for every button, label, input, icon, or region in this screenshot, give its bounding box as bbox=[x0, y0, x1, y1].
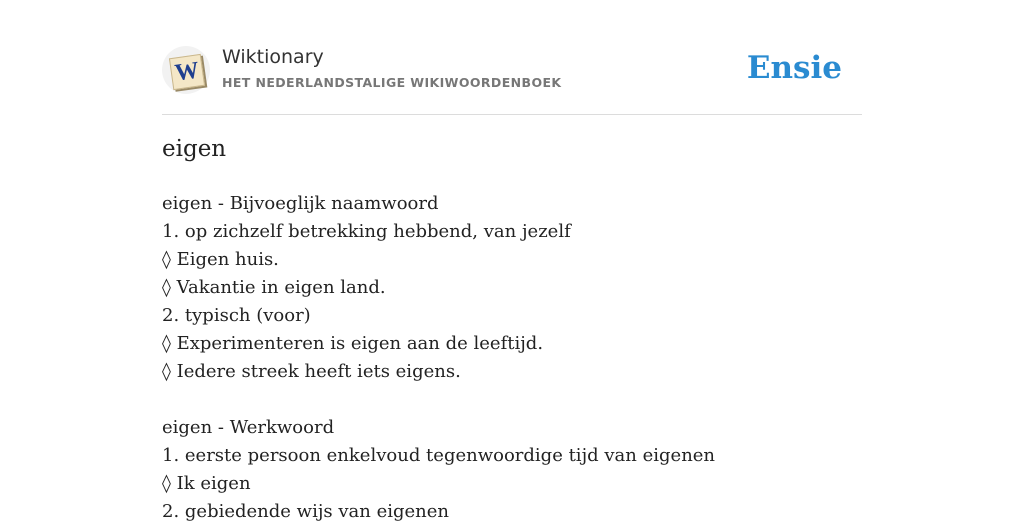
example-line: ◊ Experimenteren is eigen aan de leeftijd. bbox=[162, 333, 544, 354]
definition-line: 2. gebiedende wijs van eigenen bbox=[162, 501, 450, 522]
site-subtitle: HET NEDERLANDSTALIGE WIKIWOORDENBOEK bbox=[222, 75, 562, 90]
definition-line: 2. typisch (voor) bbox=[162, 305, 311, 326]
site-name[interactable]: Wiktionary bbox=[222, 46, 324, 68]
definition-line: 1. op zichzelf betrekking hebbend, van jezelf bbox=[162, 221, 571, 242]
logo-tile-icon bbox=[169, 54, 205, 90]
ensie-brand-link[interactable]: Ensie bbox=[746, 50, 842, 86]
site-header bbox=[162, 46, 862, 115]
entry-separator bbox=[162, 386, 862, 414]
example-line: ◊ Ik eigen bbox=[162, 473, 251, 494]
wiktionary-logo[interactable] bbox=[162, 46, 210, 94]
entry-verb bbox=[162, 414, 862, 526]
entry-heading: eigen - Bijvoeglijk naamwoord bbox=[162, 193, 439, 214]
logo-letter: W bbox=[173, 57, 201, 87]
example-line: ◊ Vakantie in eigen land. bbox=[162, 277, 386, 298]
definitions bbox=[162, 190, 862, 526]
entry-adjective bbox=[162, 190, 862, 386]
example-line: ◊ Iedere streek heeft iets eigens. bbox=[162, 361, 461, 382]
definition-line: 1. eerste persoon enkelvoud tegenwoordige tijd van eigenen bbox=[162, 445, 716, 466]
example-line: ◊ Eigen huis. bbox=[162, 249, 279, 270]
page-title: eigen bbox=[162, 136, 227, 162]
entry-heading: eigen - Werkwoord bbox=[162, 417, 335, 438]
